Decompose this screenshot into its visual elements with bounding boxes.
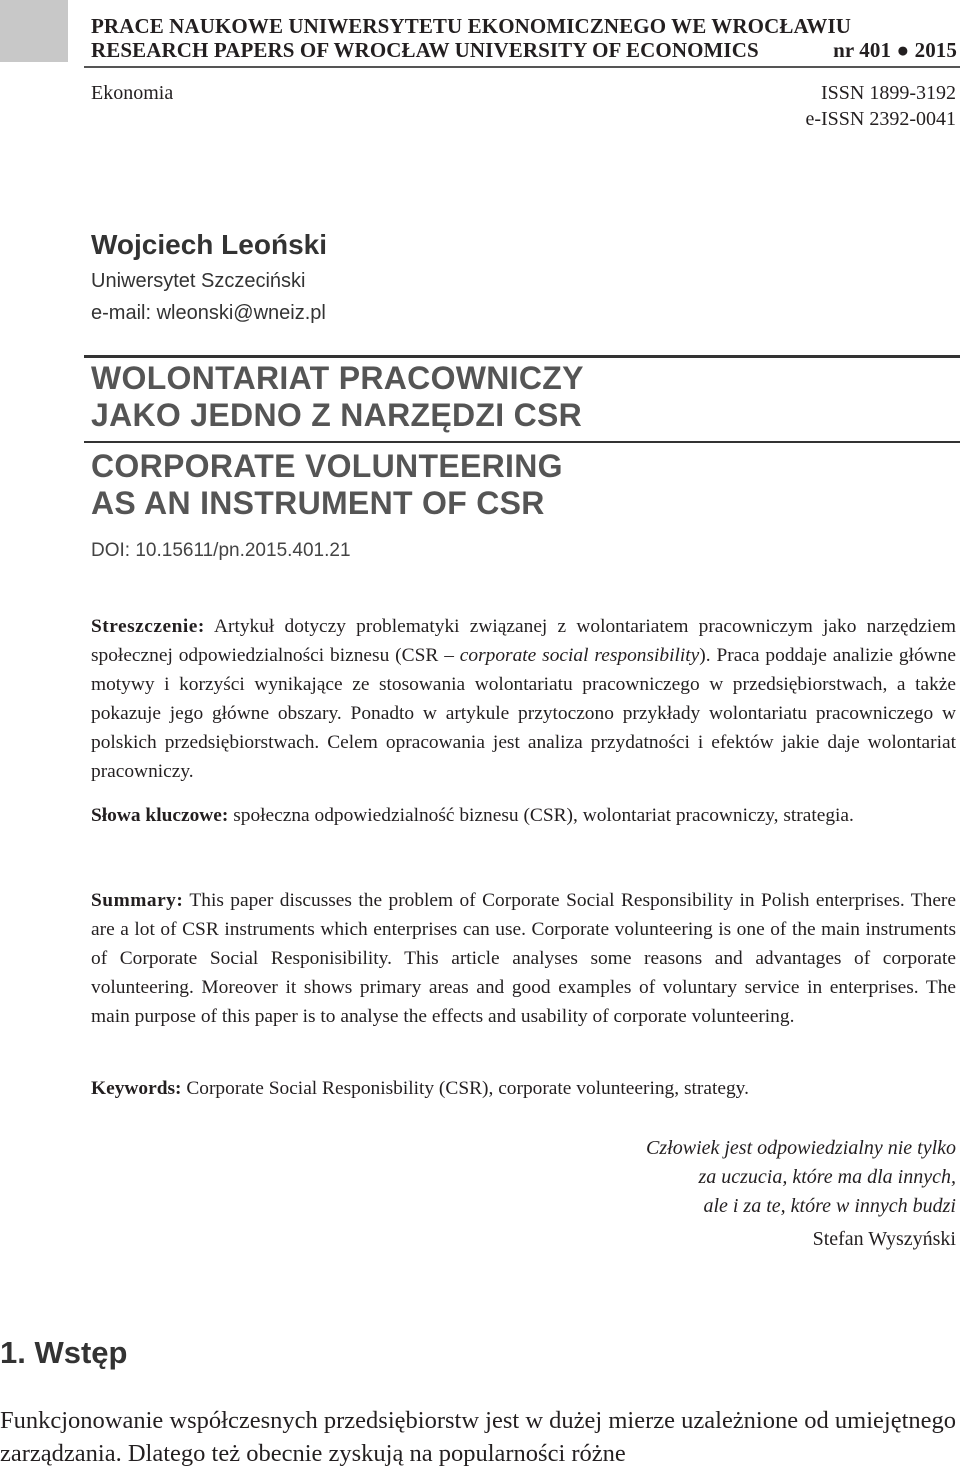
author-affiliation: Uniwersytet Szczeciński (91, 270, 306, 292)
motto-quote (646, 1134, 956, 1221)
motto-line: Człowiek jest odpowiedzialny nie tylko (646, 1137, 956, 1159)
title-rule-middle (84, 441, 960, 443)
author-email: e-mail: wleonski@wneiz.pl (91, 302, 326, 324)
title-pl (91, 360, 584, 434)
abstract-pl-italic: corporate social responsibility (459, 645, 700, 666)
title-en-line: CORPORATE VOLUNTEERING (91, 448, 563, 484)
keywords-en (91, 1074, 956, 1103)
author-name: Wojciech Leoński (91, 229, 327, 260)
series-title-en: RESEARCH PAPERS OF WROCŁAW UNIVERSITY OF ECONOMICS (91, 38, 759, 62)
motto-line: za uczucia, które ma dla innych, (698, 1166, 956, 1188)
keywords-en-text: Corporate Social Responisbility (CSR), corporate volunteering, strategy. (186, 1078, 749, 1099)
issue-number: nr 401 ● 2015 (833, 38, 957, 62)
motto-author: Stefan Wyszyński (812, 1228, 956, 1250)
header-rule (84, 66, 960, 68)
series-title-en-row (91, 38, 957, 62)
eissn: e-ISSN 2392-0041 (805, 108, 956, 130)
series-title-pl: PRACE NAUKOWE UNIWERSYTETU EKONOMICZNEGO WE WROCŁAWIU (91, 14, 852, 38)
section-heading: 1. Wstęp (0, 1335, 128, 1370)
keywords-pl-label: Słowa kluczowe: (91, 805, 229, 826)
title-en (91, 448, 563, 522)
abstract-en-label: Summary: (91, 890, 184, 911)
abstract-pl (91, 612, 956, 786)
title-rule-top (84, 355, 960, 358)
abstract-en (91, 886, 956, 1031)
abstract-pl-text-end: ). Praca poddaje analizie główne motywy i korzyści wynikające ze stosowania wolontariatu pracowniczego w przedsiębiorstwach, a także pokazuje jego główne obszary. Ponadto w artykule przytoczono przykłady wolontariatu pracowniczego w polskich przedsiębiorstwach. Celem opracowania jest analiza przydatności i efektów jakie daje wolontariat pracowniczy. (91, 645, 956, 782)
keywords-pl-text: społeczna odpowiedzialność biznesu (CSR), wolontariat pracowniczy, strategia. (233, 805, 854, 826)
title-pl-line: WOLONTARIAT PRACOWNICZY (91, 360, 584, 396)
abstract-pl-text: Artykuł dotyczy problematyki związanej z wolontariatem pracowniczym jako narzędziem społecznej odpowiedzialności biznesu (CSR – (91, 616, 956, 666)
abstract-pl-label: Streszczenie: (91, 616, 205, 637)
journal-section: Ekonomia (91, 82, 174, 104)
corner-marker (0, 0, 68, 62)
section-body-text: Funkcjonowanie współczesnych przedsiębiorstw jest w dużej mierze uzależnione od umiejętnego zarządzania. Dlatego też obecnie zyskują na popularności różne (0, 1407, 956, 1467)
title-pl-line: JAKO JEDNO Z NARZĘDZI CSR (91, 397, 583, 433)
keywords-en-label: Keywords: (91, 1078, 182, 1099)
motto-line: ale i za te, które w innych budzi (703, 1195, 956, 1217)
abstract-en-text: This paper discusses the problem of Corporate Social Responsibility in Polish enterprises. There are a lot of CSR instruments which enterprises can use. Corporate volunteering is one of the main instruments of Corporate Social Responisibility. This article analyses some reasons and advantages of corporate volunteering. Moreover it shows primary areas and good examples of voluntary service in enterprises. The main purpose of this paper is to analyse the effects and usability of corporate volunteering. (91, 890, 956, 1027)
title-en-line: AS AN INSTRUMENT OF CSR (91, 485, 545, 521)
issn: ISSN 1899-3192 (820, 82, 956, 104)
keywords-pl (91, 801, 956, 830)
doi: DOI: 10.15611/pn.2015.401.21 (91, 540, 351, 561)
